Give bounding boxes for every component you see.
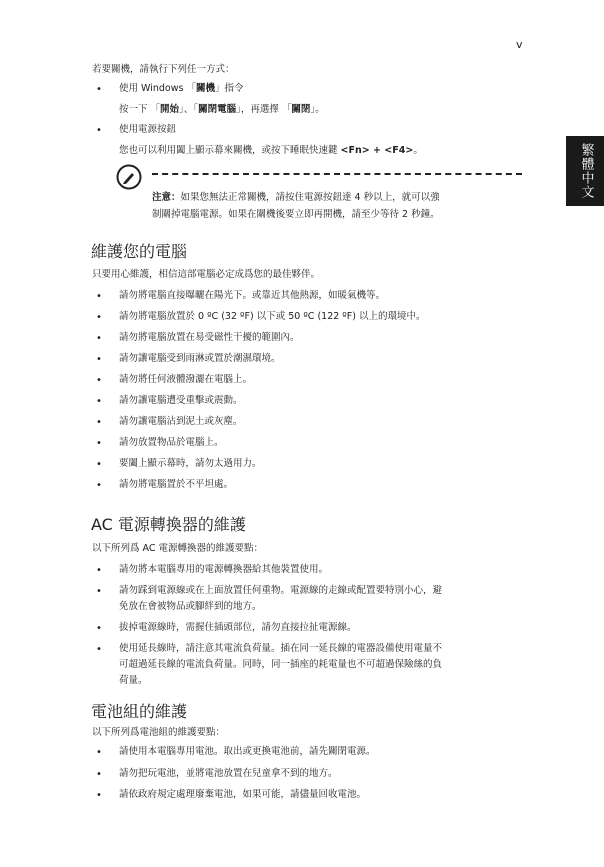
bullet: • xyxy=(96,333,102,344)
text: 使用 Windows 「 xyxy=(119,83,196,94)
shutdown-option-1 xyxy=(119,83,243,95)
note-pen-icon xyxy=(116,164,142,190)
text: 」，再選擇 「 xyxy=(236,104,292,115)
computer-care-item: 請勿放置物品於電腦上。 xyxy=(119,437,224,448)
adapter-care-item-cont: 荷量。 xyxy=(119,675,148,686)
adapter-care-item-cont: 可超過延長線的電流負荷量。同時，同一插座的耗電量也不可超過保險絲的負 xyxy=(119,659,443,670)
computer-care-item: 請勿將任何液體潑灑在電腦上。 xyxy=(119,374,253,385)
shutdown-option-2: 使用電源按鈕 xyxy=(119,124,177,135)
shutdown-intro: 若要關機，請執行下列任一方式： xyxy=(92,64,235,75)
bullet: • xyxy=(96,125,102,136)
shutdown-option-1-steps xyxy=(119,104,325,116)
bullet: • xyxy=(96,769,102,780)
shutdown-option-2-detail xyxy=(119,145,423,157)
keyword: 關閉電腦 xyxy=(198,104,237,115)
adapter-care-item: 使用延長線時，請注意其電流負荷量。插在同一延長線的電器設備使用電量不 xyxy=(119,643,443,654)
adapter-care-item: 拔掉電源線時，需握住插頭部位，請勿直接拉扯電源線。 xyxy=(119,622,357,633)
text: 」。 xyxy=(310,104,325,115)
bullet: • xyxy=(96,586,102,597)
adapter-care-item-cont: 免放在會被物品或腳絆到的地方。 xyxy=(119,601,262,612)
section-heading-computer: 維護您的電腦 xyxy=(91,242,188,261)
hotkey: <Fn> + <F4> xyxy=(340,145,414,156)
bullet: • xyxy=(96,84,102,95)
language-tab: 繁體中文 xyxy=(566,136,604,206)
computer-care-item: 請勿將電腦置於不平坦處。 xyxy=(119,479,234,490)
bullet: • xyxy=(96,565,102,576)
battery-care-item: 請依政府規定處理廢棄電池，如果可能，請儘量回收電池。 xyxy=(119,789,367,800)
battery-intro: 以下所列爲電池組的維護要點： xyxy=(92,727,226,738)
text: 」、「 xyxy=(179,104,199,115)
computer-care-item: 請勿將電腦放置於 0 ºC (32 ºF) 以下或 50 ºC (122 ºF) 以上的環境中。 xyxy=(119,311,426,322)
text: 您也可以利用闔上顯示幕來關機，或按下睡眠快速鍵 xyxy=(119,145,341,156)
text: 。 xyxy=(413,145,423,156)
bullet: • xyxy=(96,459,102,470)
computer-care-item: 請勿將電腦直接曝曬在陽光下。或靠近其他熱源，如暖氣機等。 xyxy=(119,290,386,301)
bullet: • xyxy=(96,644,102,655)
keyword: 關閉 xyxy=(291,104,311,115)
battery-care-item: 請使用本電腦專用電池。取出或更換電池前，請先關閉電源。 xyxy=(119,746,376,757)
note-divider xyxy=(152,173,522,175)
section-heading-adapter: AC 電源轉換器的維護 xyxy=(91,515,246,534)
bullet: • xyxy=(96,312,102,323)
note-line-2: 制關掉電腦電源。如果在關機後要立即再開機，請至少等待 2 秒鐘。 xyxy=(152,209,440,220)
computer-care-item: 請勿讓電腦受到雨淋或置於潮濕環境。 xyxy=(119,353,281,364)
note-label: 注意： xyxy=(152,192,181,203)
text: 按一下 「 xyxy=(119,104,161,115)
text: 如果您無法正常關機，請按住電源按鈕達 4 秒以上，就可以強 xyxy=(180,192,440,203)
bullet: • xyxy=(96,623,102,634)
bullet: • xyxy=(96,291,102,302)
keyword: 開始 xyxy=(160,104,180,115)
bullet: • xyxy=(96,396,102,407)
computer-care-item: 要闔上顯示幕時，請勿太過用力。 xyxy=(119,458,262,469)
bullet: • xyxy=(96,354,102,365)
bullet: • xyxy=(96,790,102,801)
section-heading-battery: 電池組的維護 xyxy=(91,702,188,721)
computer-intro: 只要用心維護，相信這部電腦必定成爲您的最佳夥伴。 xyxy=(92,269,321,280)
text: 」指令 xyxy=(214,83,244,94)
battery-care-item: 請勿把玩電池，並將電池放置在兒童拿不到的地方。 xyxy=(119,768,338,779)
bullet: • xyxy=(96,438,102,449)
computer-care-item: 請勿讓電腦沾到泥土或灰塵。 xyxy=(119,416,243,427)
computer-care-item: 請勿將電腦放置在易受磁性干擾的範圍內。 xyxy=(119,332,300,343)
adapter-care-item: 請勿踩到電源線或在上面放置任何重物。電源線的走線或配置要特別小心，避 xyxy=(119,585,443,596)
bullet: • xyxy=(96,375,102,386)
page-number: v xyxy=(516,38,523,51)
note-line-1 xyxy=(152,192,440,204)
bullet: • xyxy=(96,480,102,491)
bullet: • xyxy=(96,747,102,758)
bullet: • xyxy=(96,417,102,428)
adapter-intro: 以下所列爲 AC 電源轉換器的維護要點： xyxy=(92,543,264,554)
computer-care-item: 請勿讓電腦遭受重擊或震動。 xyxy=(119,395,243,406)
adapter-care-item: 請勿將本電腦專用的電源轉換器給其他裝置使用。 xyxy=(119,564,329,575)
keyword: 關機 xyxy=(195,83,215,94)
